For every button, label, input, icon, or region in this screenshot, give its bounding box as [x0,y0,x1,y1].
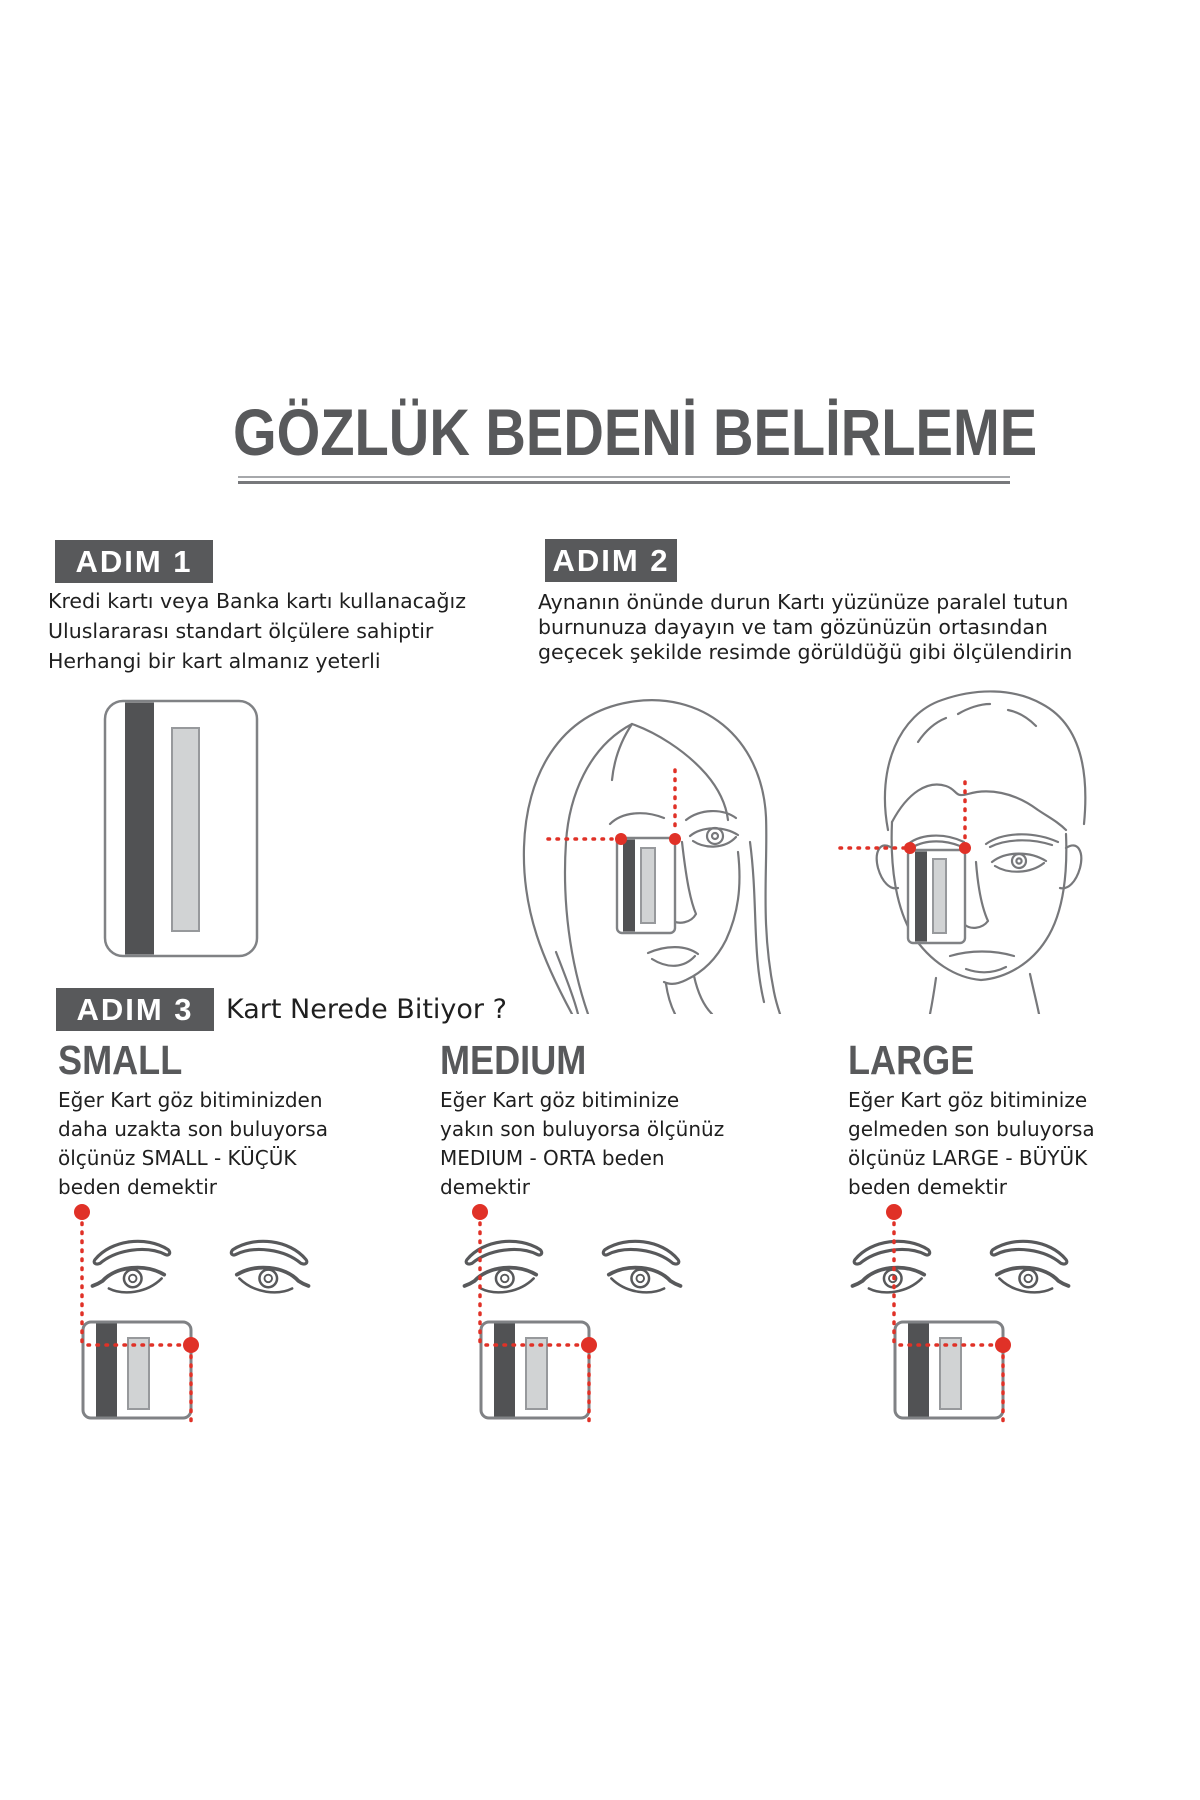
medium-line1: Eğer Kart göz bitiminize [440,1088,680,1112]
small-line2: daha uzakta son buluyorsa [58,1117,328,1141]
large-line1: Eğer Kart göz bitiminize [848,1088,1088,1112]
woman-face-icon [470,662,806,1014]
card-and-guides-large [886,1204,1011,1421]
medium-line2: yakın son buluyorsa ölçünüz [440,1117,725,1141]
card-magnetic-stripe [125,703,154,955]
card-and-guides-medium [472,1204,597,1421]
step2-line2: burnunuza dayayın ve tam gözünüzün ortasından [538,615,1048,639]
red-dot-left [615,833,627,845]
page-title: GÖZLÜK BEDENİ BELİRLEME [233,395,1038,469]
large-line3: ölçünüz LARGE - BÜYÜK [848,1146,1088,1170]
eye-pair-card-medium-icon [442,1195,692,1427]
step1-badge: ADIM 1 [55,540,213,583]
medium-line3: MEDIUM - ORTA beden [440,1146,665,1170]
size-text-large [848,1086,1095,1202]
step2-badge: ADIM 2 [545,539,677,582]
red-dot-right [959,842,971,854]
step2-line3: geçecek şekilde resimde görüldüğü gibi ölçülendirin [538,640,1073,664]
step2-text [538,590,1072,665]
size-label-medium: MEDIUM [440,1037,587,1083]
card-and-guides-small [74,1204,199,1421]
card-signature-strip [172,728,199,931]
large-line4: beden demektir [848,1175,1008,1199]
red-dot-right [669,833,681,845]
card-on-face [617,838,675,933]
step1-line2: Uluslararası standart ölçülere sahiptir [48,619,434,643]
credit-card-icon [102,698,262,960]
step1-line3: Herhangi bir kart almanız yeterli [48,649,381,673]
medium-line4: demektir [440,1175,530,1199]
size-text-small [58,1086,328,1202]
eye-pair-card-small-icon [70,1195,320,1427]
step1-line1: Kredi kartı veya Banka kartı kullanacağız [48,589,466,613]
step2-line1: Aynanın önünde durun Kartı yüzünüze paralel tutun [538,590,1069,614]
large-line2: gelmeden son buluyorsa [848,1117,1095,1141]
man-face-icon [818,662,1148,1014]
title-underline [238,476,1010,484]
small-line3: ölçünüz SMALL - KÜÇÜK [58,1146,297,1170]
eye-pair-card-large-icon [830,1195,1080,1427]
step1-text [48,586,466,676]
step3-question: Kart Nerede Bitiyor ? [226,994,507,1025]
card-on-face [908,850,965,943]
red-dot-left [904,842,916,854]
size-label-small: SMALL [58,1037,183,1083]
small-line1: Eğer Kart göz bitiminizden [58,1088,323,1112]
size-text-medium [440,1086,724,1202]
size-label-large: LARGE [848,1037,975,1083]
small-line4: beden demektir [58,1175,218,1199]
step3-badge: ADIM 3 [56,988,214,1031]
